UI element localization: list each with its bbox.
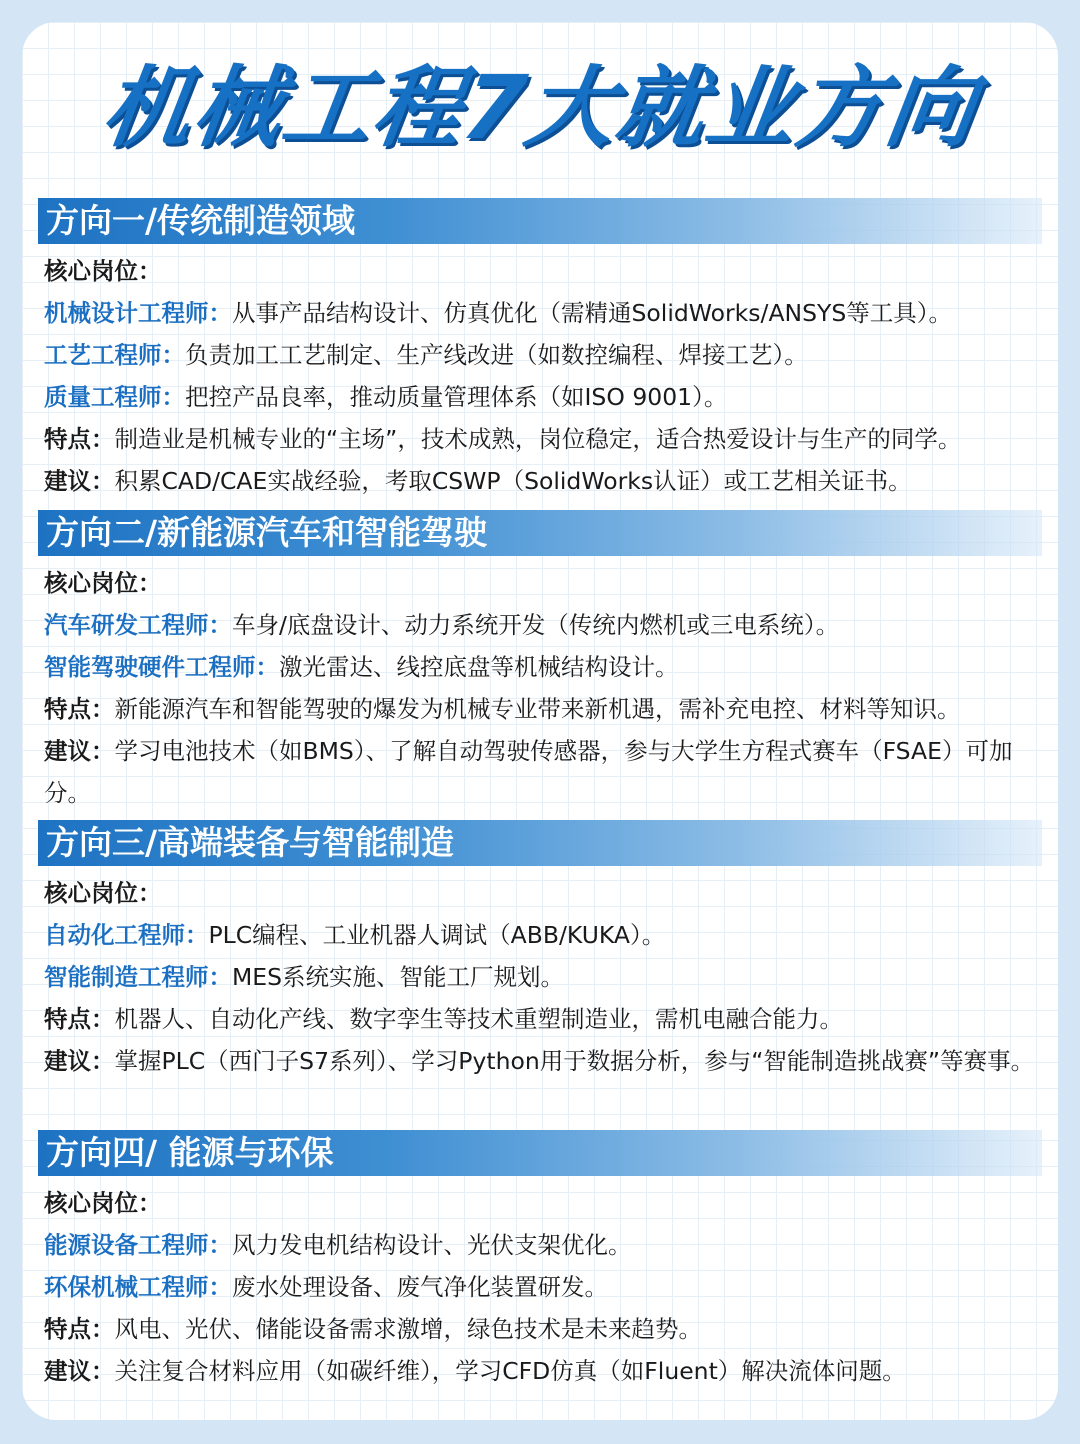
advice-text: 积累CAD/CAE实战经验，考取CSWP（SolidWorks认证）或工艺相关证书。 [114,467,912,495]
role-text: 车身/底盘设计、动力系统开发（传统内燃机或三电系统）。 [232,611,840,639]
section-header [38,820,1042,866]
section-header-text: 方向三/高端装备与智能制造 [46,823,455,862]
role-label: 能源设备工程师： [44,1231,232,1259]
advice-text: 关注复合材料应用（如碳纤维），学习CFD仿真（如Fluent）解决流体问题。 [114,1357,906,1385]
advice-line [44,1040,1040,1082]
advice-line [44,730,1040,814]
role-line [44,1224,1040,1266]
section-header [38,1130,1042,1176]
advice-line [44,460,1040,502]
core-positions-label: 核心岗位： [44,1189,162,1217]
role-text: 把控产品良率，推动质量管理体系（如ISO 9001）。 [185,383,728,411]
feature-line [44,1308,1040,1350]
advice-text: 掌握PLC（西门子S7系列）、学习Python用于数据分析，参与“智能制造挑战赛”等赛事。 [114,1047,1035,1075]
role-label: 质量工程师： [44,383,185,411]
core-positions-label: 核心岗位： [44,257,162,285]
advice-label: 建议： [44,1047,115,1075]
role-text: 负责加工工艺制定、生产线改进（如数控编程、焊接工艺）。 [185,341,808,369]
feature-text: 机器人、自动化产线、数字孪生等技术重塑制造业，需机电融合能力。 [114,1005,843,1033]
role-line [44,646,1040,688]
role-line [44,334,1040,376]
role-line [44,376,1040,418]
feature-text: 新能源汽车和智能驾驶的爆发为机械专业带来新机遇，需补充电控、材料等知识。 [114,695,961,723]
feature-text: 风电、光伏、储能设备需求激增，绿色技术是未来趋势。 [114,1315,702,1343]
role-text: 风力发电机结构设计、光伏支架优化。 [232,1231,632,1259]
page-title: 机械工程7大就业方向 [96,56,984,159]
feature-label: 特点： [44,695,115,723]
role-label: 工艺工程师： [44,341,185,369]
feature-text: 制造业是机械专业的“主场”，技术成熟，岗位稳定，适合热爱设计与生产的同学。 [114,425,962,453]
role-line [44,956,1040,998]
role-text: 激光雷达、线控底盘等机械结构设计。 [279,653,679,681]
role-label: 环保机械工程师： [44,1273,232,1301]
feature-label: 特点： [44,1005,115,1033]
section-header-text: 方向二/新能源汽车和智能驾驶 [46,513,488,552]
role-line [44,292,1040,334]
role-text: MES系统实施、智能工厂规划。 [232,963,565,991]
feature-label: 特点： [44,1315,115,1343]
role-label: 智能驾驶硬件工程师： [44,653,279,681]
role-line [44,914,1040,956]
section-header-text: 方向四/ 能源与环保 [46,1133,334,1172]
role-label: 机械设计工程师： [44,299,232,327]
feature-line [44,688,1040,730]
section-header-text: 方向一/传统制造领域 [46,201,356,240]
role-label: 自动化工程师： [44,921,209,949]
role-label: 汽车研发工程师： [44,611,232,639]
advice-line [44,1350,1040,1392]
role-text: 从事产品结构设计、仿真优化（需精通SolidWorks/ANSYS等工具）。 [232,299,953,327]
role-label: 智能制造工程师： [44,963,232,991]
section-header [38,198,1042,244]
advice-label: 建议： [44,1357,115,1385]
advice-label: 建议： [44,737,115,765]
core-positions-label: 核心岗位： [44,569,162,597]
feature-line [44,998,1040,1040]
role-text: 废水处理设备、废气净化装置研发。 [232,1273,608,1301]
advice-label: 建议： [44,467,115,495]
advice-text: 学习电池技术（如BMS）、了解自动驾驶传感器，参与大学生方程式赛车（FSAE）可加分。 [44,737,1013,807]
role-line [44,604,1040,646]
role-line [44,1266,1040,1308]
role-text: PLC编程、工业机器人调试（ABB/KUKA）。 [208,921,666,949]
core-positions-label: 核心岗位： [44,879,162,907]
feature-label: 特点： [44,425,115,453]
section-header [38,510,1042,556]
feature-line [44,418,1040,460]
